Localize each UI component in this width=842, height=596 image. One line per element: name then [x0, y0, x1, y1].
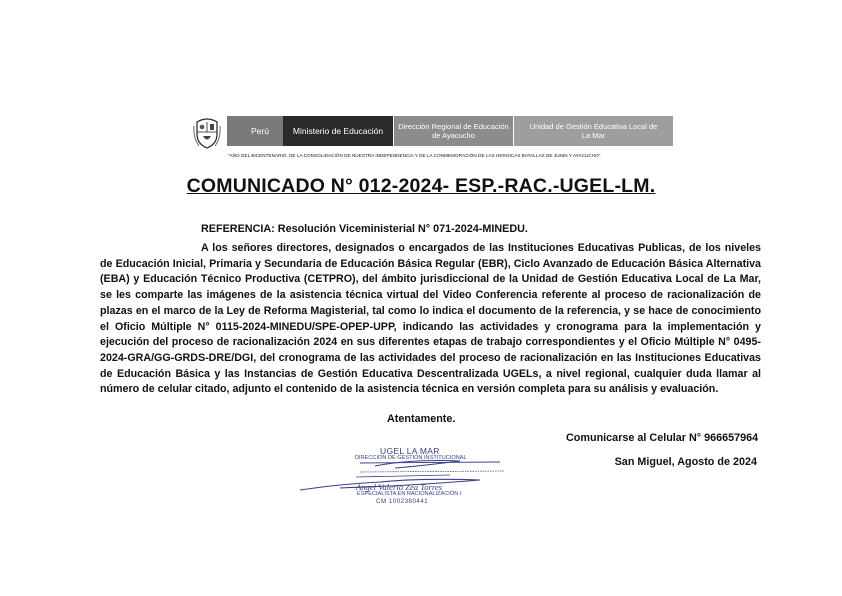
reference-line: REFERENCIA: Resolución Viceministerial N° 071-2024-MINEDU. — [201, 223, 528, 235]
header-ministry: Ministerio de Educación — [283, 116, 393, 146]
stamp-cm-number: CM 1002380441 — [376, 498, 429, 505]
header-peru: Perú — [227, 116, 283, 146]
institutional-header — [193, 116, 673, 150]
stamp-direction: DIRECCIÓN DE GESTIÓN INSTITUCIONAL — [355, 455, 467, 461]
body-paragraph: A los señores directores, designados o encargados de las Instituciones Educativas Publicas, de los niveles de Educación Inicial, Primaria y Secundaria de Educación Básica Regular (EBR), Ciclo Avanzado de Educación Básica Alternativa (EBA) y Educación Técnico Productiva (CETPRO), del ámbito jurisdiccional de la Unidad de Gestión Educativa Local de La Mar, se les comparte las imágenes de la asistencia técnica virtual del Video Conferencia referente al proceso de racionalización de plazas en el marco de la Ley de Reforma Magisterial, tal como lo indica el documento de la referencia, y se hace de conocimiento el Oficio Múltiple N° 0115-2024-MINEDU/SPE-OPEP-UPP, indicando las actividades y cronograma para la implementación y ejecución del proceso de racionalización 2024 en sus diferentes etapas de trabajo correspondientes y el Oficio Múltiple N° 0495-2024-GRA/GG-GRDS-DRE/DGI, del cronograma de las actividades del proceso de racionalización en las Instituciones Educativas de Educación Básica y las Instancias de Gestión Educativa Descentralizada UGELs, a nivel regional, cualquier duda llamar al número de celular citado, adjunto el contenido de la asistencia técnica en versión completa para su análisis y evaluación. — [100, 242, 761, 396]
contact-phone: Comunicarse al Celular N° 966657964 — [566, 432, 759, 444]
header-regional-direction: Dirección Regional de Educación de Ayacucho — [393, 116, 513, 146]
place-date: San Miguel, Agosto de 2024 — [614, 456, 757, 468]
year-motto: "AÑO DEL BICENTENARIO, DE LA CONSOLIDACIÓN DE NUESTRA INDEPENDENCIA Y DE LA CONMEMORACIÓN DE LAS HEROICAS BATALLAS DE JUNIN Y AYACUCHO" — [228, 153, 601, 158]
document-title: COMUNICADO N° 012-2024- ESP.-RAC.-UGEL-LM. — [186, 175, 656, 197]
peru-coat-of-arms-icon — [193, 116, 221, 150]
stamp-signer-role: ESPECIALISTA EN RACIONALIZACIÓN I — [357, 491, 462, 497]
stamp-organization: UGEL LA MAR — [380, 446, 440, 456]
closing: Atentamente. — [387, 413, 456, 425]
header-ugel: Unidad de Gestión Educativa Local de La Mar — [513, 116, 673, 146]
stamp-signer-name: Angel Valerio Zea Torres — [356, 482, 443, 492]
